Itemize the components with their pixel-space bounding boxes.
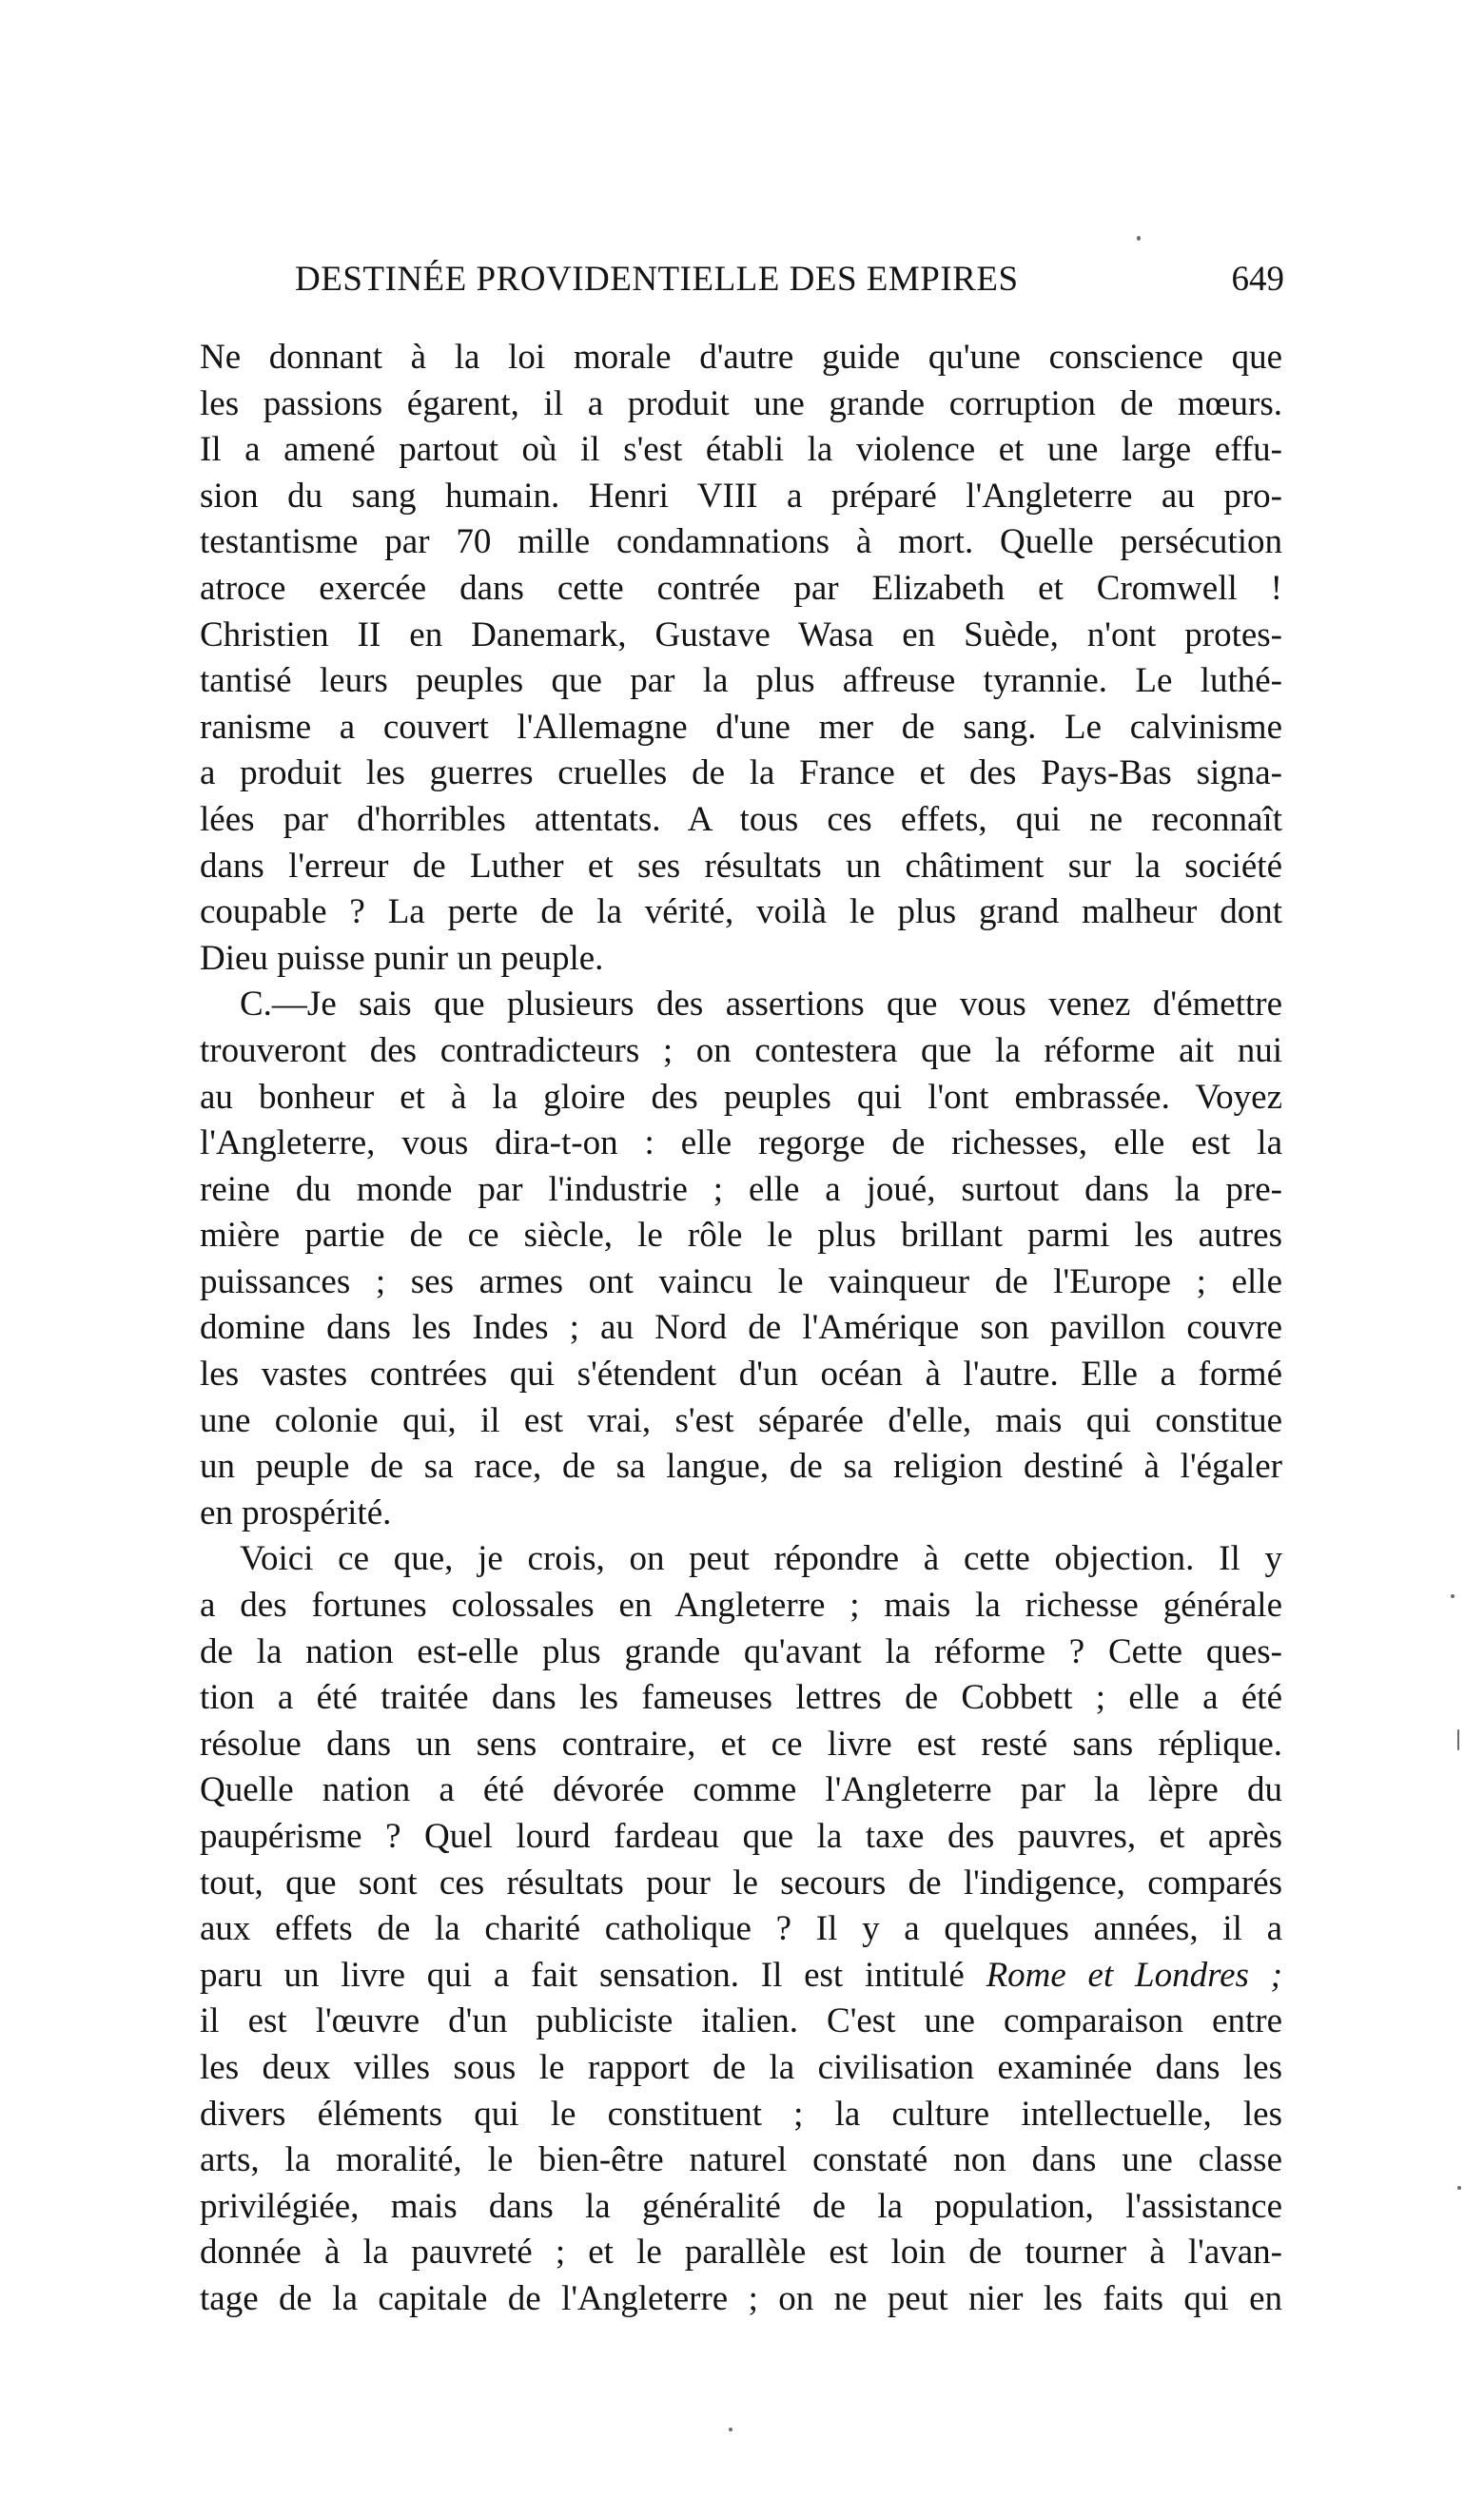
text-line: Ne donnant à la loi morale d'autre guide qu'une conscience que [200, 338, 1282, 377]
text-line: tion a été traitée dans les fameuses lettres de Cobbett ; elle a été [200, 1678, 1282, 1718]
text-line: de la nation est-elle plus grande qu'avant la réforme ? Cette ques- [200, 1631, 1282, 1671]
scan-speck [1457, 2186, 1461, 2190]
text-line: divers éléments qui le constituent ; la culture intellectuelle, les [200, 2094, 1282, 2134]
text-line: résolue dans un sens contraire, et ce livre est resté sans réplique. [200, 1724, 1282, 1764]
text-line: domine dans les Indes ; au Nord de l'Amérique son pavillon couvre [200, 1308, 1282, 1348]
text-line: tage de la capitale de l'Angleterre ; on ne peut nier les faits qui en [200, 2278, 1282, 2318]
paragraph-2 [200, 982, 1282, 1536]
text-line: lées par d'horribles attentats. A tous ces effets, qui ne reconnaît [200, 799, 1282, 839]
text-line: les vastes contrées qui s'étendent d'un océan à l'autre. Elle a formé [200, 1355, 1282, 1395]
text-line: une colonie qui, il est vrai, s'est séparée d'elle, mais qui constitue [200, 1400, 1282, 1440]
text-line: paupérisme ? Quel lourd fardeau que la taxe des pauvres, et après [200, 1817, 1282, 1856]
text-line: puissances ; ses armes ont vaincu le vainqueur de l'Europe ; elle [200, 1261, 1282, 1301]
text-line: l'Angleterre, vous dira-t-on : elle regorge de richesses, elle est la [200, 1123, 1282, 1163]
page-header [295, 259, 1284, 316]
text-line: trouveront des contradicteurs ; on contestera que la réforme ait nui [200, 1030, 1282, 1070]
text-line: un peuple de sa race, de sa langue, de sa religion destiné à l'égaler [200, 1447, 1282, 1487]
text-line: Dieu puisse punir un peuple. [200, 938, 604, 978]
text-line: atroce exercée dans cette contrée par Elizabeth et Cromwell ! [200, 568, 1282, 608]
book-title-italic: Rome et Londres ; [986, 1955, 1282, 1995]
text-line: en prospérité. [200, 1493, 392, 1532]
text-line: il est l'œuvre d'un publiciste italien. C'est une comparaison entre [200, 2001, 1282, 2041]
page-number: 649 [1231, 260, 1284, 299]
text-line: arts, la moralité, le bien-être naturel constaté non dans une classe [200, 2140, 1282, 2180]
text-line: mière partie de ce siècle, le rôle le plus brillant parmi les autres [200, 1216, 1282, 1256]
text-line: coupable ? La perte de la vérité, voilà le plus grand malheur dont [200, 892, 1282, 932]
scan-speck [1451, 1594, 1455, 1598]
text-line: les passions égarent, il a produit une grande corruption de mœurs. [200, 383, 1282, 423]
text-line: sion du sang humain. Henri VIII a préparé l'Angleterre au pro- [200, 476, 1282, 516]
scan-speck [729, 2428, 732, 2431]
paragraph-1 [200, 335, 1282, 982]
paragraph-3 [200, 1536, 1282, 2322]
text-line: les deux villes sous le rapport de la civilisation examinée dans les [200, 2047, 1282, 2087]
text-line: a produit les guerres cruelles de la France et des Pays-Bas signa- [200, 753, 1282, 793]
text-line: privilégiée, mais dans la généralité de la population, l'assistance [200, 2186, 1282, 2226]
text-line: tout, que sont ces résultats pour le secours de l'indigence, comparés [200, 1863, 1282, 1903]
scan-speck [1457, 1729, 1459, 1750]
text-line: reine du monde par l'industrie ; elle a joué, surtout dans la pre- [200, 1169, 1282, 1209]
text-line: Christien II en Danemark, Gustave Wasa en Suède, n'ont protes- [200, 615, 1282, 654]
text-line: a des fortunes colossales en Angleterre ; mais la richesse générale [200, 1586, 1282, 1626]
text-line: C.—Je sais que plusieurs des assertions que vous venez d'émettre [240, 985, 1282, 1025]
body-text [200, 335, 1282, 2323]
text-line: au bonheur et à la gloire des peuples qui l'ont embrassée. Voyez [200, 1077, 1282, 1117]
scan-speck [1137, 236, 1141, 241]
running-title: DESTINÉE PROVIDENTIELLE DES EMPIRES [295, 260, 1019, 299]
text-line: dans l'erreur de Luther et ses résultats un châtiment sur la société [200, 846, 1282, 886]
text-line: ranisme a couvert l'Allemagne d'une mer de sang. Le calvinisme [200, 707, 1282, 747]
text-line: tantisé leurs peuples que par la plus affreuse tyrannie. Le luthé- [200, 661, 1282, 701]
text-line-start: paru un livre qui a fait sensation. Il est intitulé [200, 1955, 965, 1995]
text-line: testantisme par 70 mille condamnations à mort. Quelle persécution [200, 522, 1282, 562]
text-line: donnée à la pauvreté ; et le parallèle est loin de tourner à l'avan- [200, 2233, 1282, 2273]
text-line: Il a amené partout où il s'est établi la violence et une large effu- [200, 430, 1282, 470]
text-line: Quelle nation a été dévorée comme l'Angleterre par la lèpre du [200, 1770, 1282, 1810]
text-line: aux effets de la charité catholique ? Il y a quelques années, il a [200, 1909, 1282, 1949]
text-line-with-title [200, 1953, 1282, 2000]
text-line: Voici ce que, je crois, on peut répondre à cette objection. Il y [240, 1539, 1282, 1579]
